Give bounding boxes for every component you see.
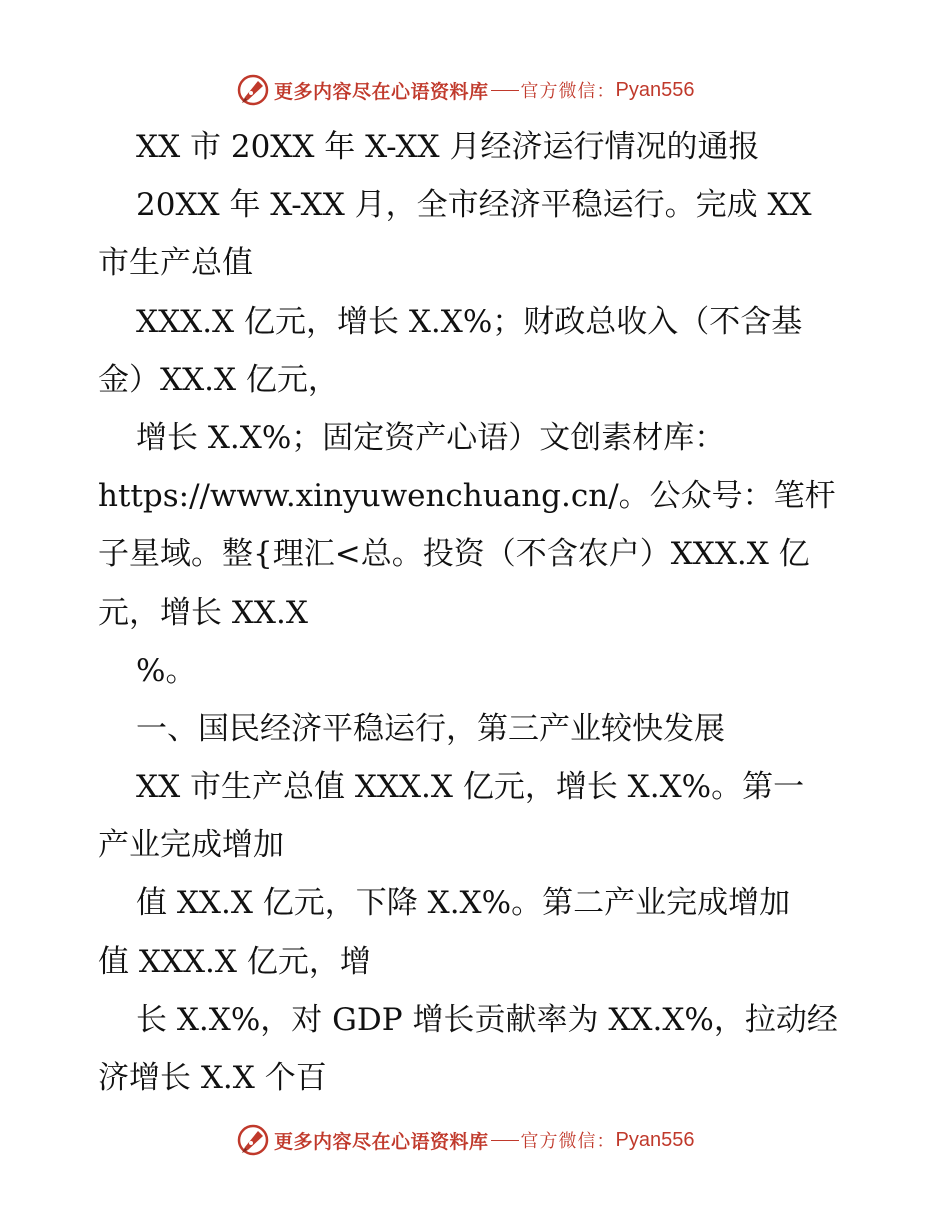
banner-official-label: 官方微信： (520, 1131, 616, 1152)
paragraph-line: XX 市生产总值 XXX.X 亿元，增长 X.X%。第一 (136, 769, 805, 806)
paragraph-line: 金）XX.X 亿元， (98, 361, 339, 398)
paragraph-line: 元，增长 XX.X (98, 594, 308, 631)
banner-official-label: 官方微信： (520, 81, 616, 102)
paragraph-line: 济增长 X.X 个百 (98, 1060, 327, 1096)
banner-dash (491, 90, 519, 91)
paragraph-line: 市生产总值 (98, 245, 253, 282)
pen-nib-logo-icon (236, 73, 270, 107)
banner-dash (491, 1140, 519, 1141)
banner-ad-text: 更多内容尽在心语资料库 (274, 1130, 489, 1153)
paragraph-line: 20XX 年 X-XX 月，全市经济平稳运行。完成 XX (136, 187, 812, 224)
document-title: XX 市 20XX 年 X-XX 月经济运行情况的通报 (136, 129, 760, 165)
bottom-banner (236, 1122, 694, 1158)
paragraph-line: XXX.X 亿元，增长 X.X%；财政总收入（不含基 (136, 303, 803, 340)
paragraph-line: 产业完成增加 (98, 827, 284, 864)
document-body (98, 118, 858, 1107)
paragraph-line: 增长 X.X%；固定资产心语）文创素材库： (136, 419, 726, 456)
banner-account: Pyan556 (615, 78, 695, 101)
paragraph-line: 长 X.X%，对 GDP 增长贡献率为 XX.X%，拉动经 (136, 1001, 838, 1038)
banner-account: Pyan556 (615, 1128, 695, 1151)
section-heading: 一、国民经济平稳运行，第三产业较快发展 (136, 710, 725, 747)
paragraph-line: %。 (136, 652, 197, 689)
banner-ad-text: 更多内容尽在心语资料库 (274, 80, 489, 103)
paragraph-line: 值 XX.X 亿元，下降 X.X%。第二产业完成增加 (136, 885, 791, 922)
pen-nib-logo-icon (236, 1123, 270, 1157)
paragraph-line: 子星域。整{理汇<总。投资（不含农户）XXX.X 亿 (98, 536, 810, 573)
paragraph-line: 值 XXX.X 亿元，增 (98, 943, 371, 980)
top-banner (236, 72, 694, 108)
paragraph-line: https://www.xinyuwenchuang.cn/。公众号：笔杆 (98, 478, 836, 515)
